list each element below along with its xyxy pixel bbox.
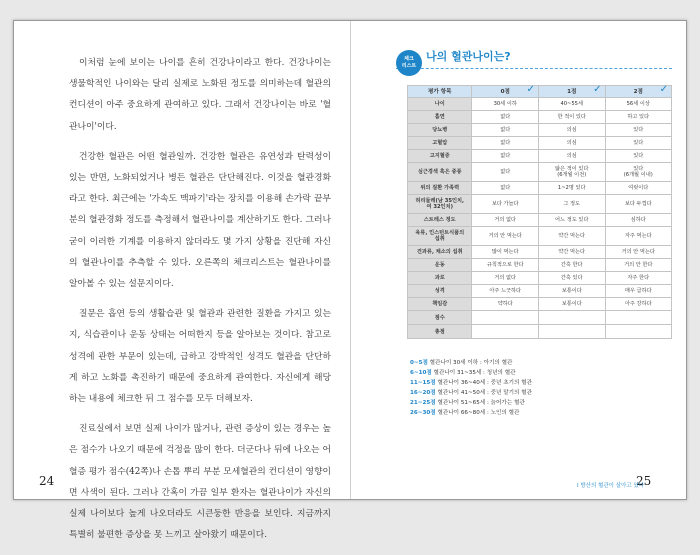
table-row xyxy=(408,111,672,124)
score-cell[interactable]: 의심 xyxy=(538,124,605,137)
paragraph: 건강한 혈관은 어떤 혈관일까. 건강한 혈관은 유연성과 탄력성이 있는 반면, 노화되었거나 병든 혈관은 단단해진다. 이것을 혈관경화라고 한다. 최근에는 '가속도 맥파기'라는 장치를 이용해 손가락 끝부분의 혈관경화 정도를 측정해서 혈관나이를 계산하기도 한다. 그러나 굳이 이러한 기계를 이용하지 않더라도 몇 가지 상황을 진단해 자신의 혈관나이를 추측할 수 있다. 오른쪽의 체크리스트는 혈관나이를 알아볼 수 있는 설문지이다. xyxy=(69,151,331,290)
table-row xyxy=(408,325,672,339)
table-row xyxy=(408,124,672,137)
table-row xyxy=(408,214,672,227)
table-row xyxy=(408,195,672,214)
table-row xyxy=(408,311,672,325)
checklist-badge: 체크 리스트 xyxy=(396,50,422,76)
row-label: 운동 xyxy=(408,259,472,272)
vascular-age-checklist-table xyxy=(407,85,672,339)
legend-text: 혈관나이 31~35세 : 청년의 혈관 xyxy=(431,370,516,376)
table-row xyxy=(408,246,672,259)
row-label: 나이 xyxy=(408,98,472,111)
score-cell[interactable]: 어느 정도 있다 xyxy=(538,214,605,227)
score-cell[interactable]: 아주 강하다 xyxy=(605,298,672,311)
score-cell[interactable]: 보통이다 xyxy=(538,298,605,311)
book-spine xyxy=(350,21,351,499)
score-cell[interactable] xyxy=(605,325,672,339)
legend-text: 혈관나이 41~50세 : 중년 말기의 혈관 xyxy=(435,390,532,396)
paragraph: 이처럼 눈에 보이는 나이를 흔히 건강나이라고 한다. 건강나이는 생물학적인 나이와는 달리 실제로 노화된 정도를 의미하는데 혈관의 컨디션이 아주 중요하게 관여하고 있다. 그래서 건강나이는 바로 '혈관나이'이다. xyxy=(69,58,331,132)
row-label: 스트레스 정도 xyxy=(408,214,472,227)
legend-range: 11~15점 xyxy=(410,380,436,386)
score-cell[interactable]: 규칙적으로 한다 xyxy=(472,259,538,272)
row-label: 과로 xyxy=(408,272,472,285)
row-label: 고지혈증 xyxy=(408,150,472,163)
score-cell[interactable]: 많이 먹는다 xyxy=(472,246,538,259)
score-cell[interactable]: 있다 (6개월 이내) xyxy=(605,163,672,182)
paragraph: 진료실에서 보면 실제 나이가 많거나, 관련 증상이 있는 경우는 높은 점수가 나오기 때문에 걱정을 많이 한다. 더군다나 뒤에 나오는 어혈증 평가 점수(42쪽)나 손톱 뿌리 부분 모세혈관의 컨디션이 영향이면 사색이 된다. 그러나 간혹이 가끔 일부 환자는 혈관나이가 자신의 실제 나이보다 높게 나오더라도 시큰둥한 반응을 보인다. 지금까지 특별히 불편한 증상을 못 느끼고 살아왔기 때문이다. xyxy=(69,424,331,541)
checklist-title: 나의 혈관나이는? xyxy=(426,50,511,63)
score-cell[interactable]: 거의 안 한다 xyxy=(605,259,672,272)
score-cell[interactable]: 간혹 있다 xyxy=(538,272,605,285)
legend-item xyxy=(410,398,670,408)
score-cell[interactable]: 한 적이 있다 xyxy=(538,111,605,124)
header-item: 평가 항목 xyxy=(408,86,472,98)
legend-range: 6~10점 xyxy=(410,370,432,376)
row-label: 흡연 xyxy=(408,111,472,124)
score-cell[interactable]: 있다 xyxy=(605,124,672,137)
table-row xyxy=(408,137,672,150)
score-cell[interactable]: 의심 xyxy=(538,137,605,150)
table-row xyxy=(408,163,672,182)
row-label: 총점 xyxy=(408,325,472,339)
legend-item xyxy=(410,358,670,368)
score-cell[interactable]: 하고 있다 xyxy=(605,111,672,124)
legend-item xyxy=(410,378,670,388)
table-row xyxy=(408,259,672,272)
row-label: 허리둘레(남 35인치, 여 32인치) xyxy=(408,195,472,214)
legend-range: 21~25점 xyxy=(410,400,436,406)
check-icon: ✓ xyxy=(526,84,535,95)
table-row xyxy=(408,227,672,246)
score-cell[interactable]: 30세 이하 xyxy=(472,98,538,111)
score-cell[interactable]: 약간 먹는다 xyxy=(538,227,605,246)
score-cell[interactable]: 자주 먹는다 xyxy=(605,227,672,246)
legend-item xyxy=(410,408,670,418)
score-cell[interactable] xyxy=(605,311,672,325)
row-label: 심근경색 혹은 중풍 xyxy=(408,163,472,182)
score-cell[interactable]: 있다 xyxy=(605,150,672,163)
running-footer: Ⅰ 방산의 혈관이 살아고 있다 xyxy=(577,483,645,489)
score-cell[interactable] xyxy=(538,325,605,339)
score-cell[interactable]: 매우 급하다 xyxy=(605,285,672,298)
score-cell[interactable]: 1~2명 있다 xyxy=(538,182,605,195)
score-cell[interactable]: 56세 이상 xyxy=(605,98,672,111)
score-cell[interactable]: 간혹 한다 xyxy=(538,259,605,272)
legend-text: 혈관나이 30세 이하 : 아기의 혈관 xyxy=(427,360,513,366)
legend-text: 혈관나이 66~80세 : 노인의 혈관 xyxy=(435,410,520,416)
score-cell[interactable] xyxy=(472,325,538,339)
row-label: 책임감 xyxy=(408,298,472,311)
score-legend xyxy=(410,358,670,418)
row-label: 위의 질환 가족력 xyxy=(408,182,472,195)
left-page-body xyxy=(69,53,331,555)
table-row xyxy=(408,272,672,285)
score-cell[interactable]: 보다 가늘다 xyxy=(472,195,538,214)
row-label: 육류, 인스턴트식품의 섭취 xyxy=(408,227,472,246)
table-row xyxy=(408,182,672,195)
paragraph: 질문은 흡연 등의 생활습관 및 혈관과 관련한 질환을 가지고 있는지, 식습관이나 운동 상태는 어떠한지 등을 알아보는 것이다. 참고로 성격에 관한 부문이 있는데, 급하고 강박적인 성격도 혈관을 단단하게 하고 노화를 촉진하기 때문에 중요하게 관여한다. 자신에게 해당하는 내용에 체크한 뒤 그 점수를 모두 더해보자. xyxy=(69,309,331,405)
score-cell[interactable]: 자주 한다 xyxy=(605,272,672,285)
legend-item xyxy=(410,388,670,398)
header-score-0: 0점 ✓ xyxy=(472,86,538,98)
table-row xyxy=(408,298,672,311)
score-cell[interactable]: 40~55세 xyxy=(538,98,605,111)
header-divider xyxy=(396,68,672,69)
score-cell[interactable]: 약간 먹는다 xyxy=(538,246,605,259)
table-row xyxy=(408,150,672,163)
score-cell[interactable]: 약하다 xyxy=(472,298,538,311)
score-cell[interactable]: 보통이다 xyxy=(538,285,605,298)
table-header-row xyxy=(408,86,672,98)
page-number-left: 24 xyxy=(39,474,55,488)
check-icon: ✓ xyxy=(659,84,668,95)
score-cell[interactable]: 거의 안 먹는다 xyxy=(472,227,538,246)
score-cell[interactable]: 여럿이다 xyxy=(605,182,672,195)
row-label: 견과류, 채소의 섭취 xyxy=(408,246,472,259)
score-cell[interactable]: 아주 느긋하다 xyxy=(472,285,538,298)
score-cell[interactable]: 거의 안 먹는다 xyxy=(605,246,672,259)
score-cell[interactable] xyxy=(472,311,538,325)
legend-text: 혈관나이 51~65세 : 늙어가는 혈관 xyxy=(435,400,525,406)
checklist-header xyxy=(396,48,672,70)
header-score-1: 1점 ✓ xyxy=(538,86,605,98)
row-label: 당뇨병 xyxy=(408,124,472,137)
row-label: 성격 xyxy=(408,285,472,298)
row-label: 고혈압 xyxy=(408,137,472,150)
score-cell[interactable]: 없다 xyxy=(472,182,538,195)
score-cell[interactable]: 그 정도 xyxy=(538,195,605,214)
score-cell[interactable]: 없다 xyxy=(472,137,538,150)
table-row xyxy=(408,285,672,298)
score-cell[interactable]: 없다 xyxy=(472,150,538,163)
legend-range: 16~20점 xyxy=(410,390,436,396)
legend-range: 26~30점 xyxy=(410,410,436,416)
score-cell[interactable]: 있다 xyxy=(605,137,672,150)
table-row xyxy=(408,98,672,111)
check-icon: ✓ xyxy=(593,84,602,95)
score-cell[interactable]: 거의 없다 xyxy=(472,214,538,227)
legend-text: 혈관나이 36~40세 : 중년 초기의 혈관 xyxy=(435,380,532,386)
score-cell[interactable]: 심하다 xyxy=(605,214,672,227)
score-cell[interactable] xyxy=(538,311,605,325)
score-cell[interactable]: 보다 두껍다 xyxy=(605,195,672,214)
score-cell[interactable]: 앓은 적이 있다 (6개월 이전) xyxy=(538,163,605,182)
legend-range: 0~5점 xyxy=(410,360,428,366)
score-cell[interactable]: 없다 xyxy=(472,163,538,182)
legend-item xyxy=(410,368,670,378)
score-cell[interactable]: 의심 xyxy=(538,150,605,163)
header-score-2: 2점 ✓ xyxy=(605,86,672,98)
score-cell[interactable]: 없다 xyxy=(472,111,538,124)
row-label: 점수 xyxy=(408,311,472,325)
score-cell[interactable]: 없다 xyxy=(472,124,538,137)
page-number-right: 25 xyxy=(636,474,652,488)
score-cell[interactable]: 거의 없다 xyxy=(472,272,538,285)
